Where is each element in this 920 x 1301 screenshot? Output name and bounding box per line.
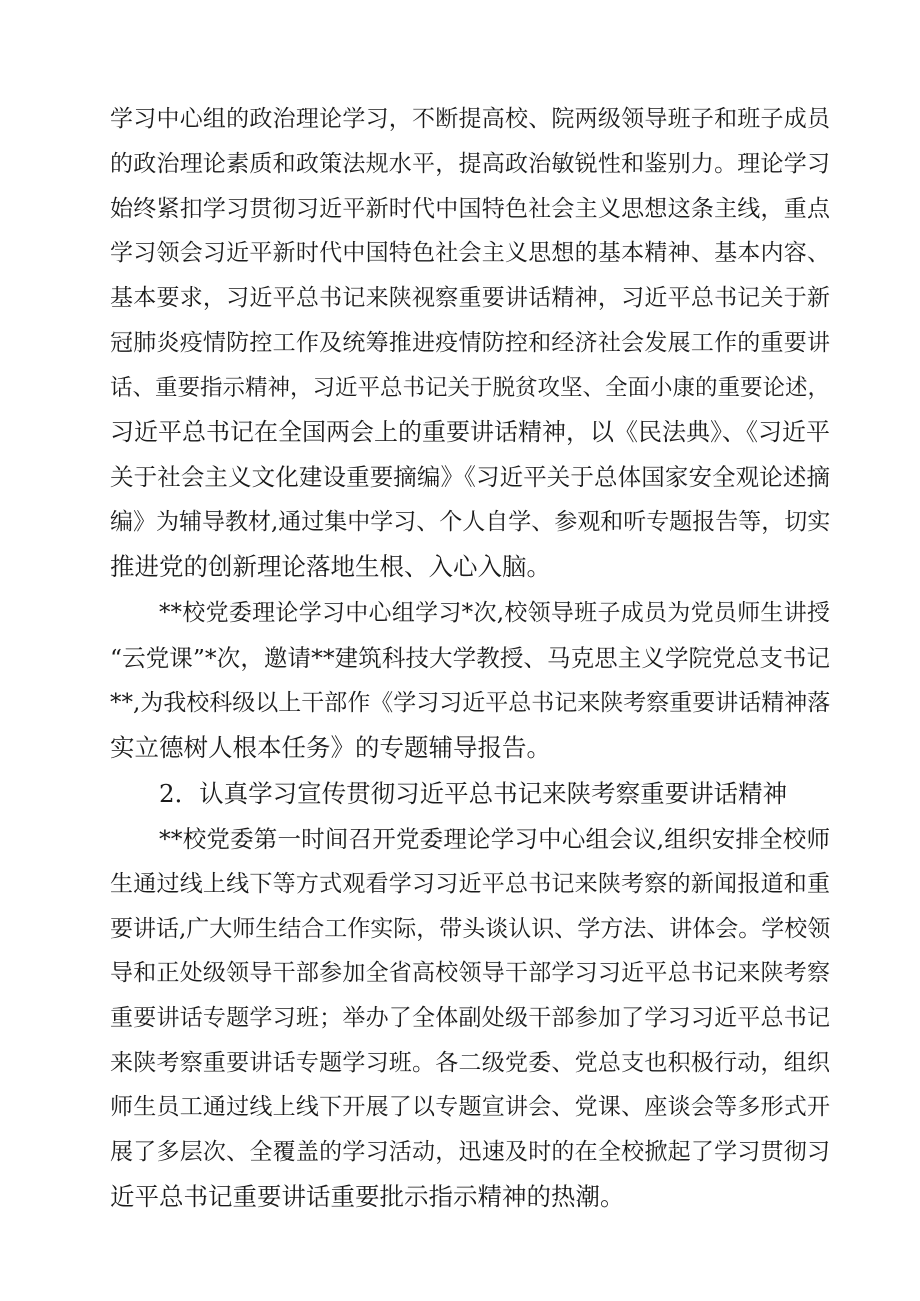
text-line: 推进党的创新理论落地生根、入心入脑。 [110,552,551,581]
text-line: 重要讲话专题学习班；举办了全体副处级干部参加了学习习近平总书记 [110,1005,830,1031]
text-line: 近平总书记重要讲话重要批示指示精神的热潮。 [110,1182,625,1211]
text-line: 始终紧扣学习贯彻习近平新时代中国特色社会主义思想这条主线，重点 [110,196,830,222]
text-line: 话、重要指示精神，习近平总书记关于脱贫攻坚、全面小康的重要论述， [110,375,830,401]
text-line: **校党委理论学习中心组学习*次,校领导班子成员为党员师生讲授 [159,600,830,626]
text-line: 关于社会主义文化建设重要摘编》《习近平关于总体国家安全观论述摘 [110,463,830,491]
text-line: 习近平总书记在全国两会上的重要讲话精神，以《民法典》、《习近平 [110,418,830,446]
text-line: 师生员工通过线上线下开展了以专题宣讲会、党课、座谈会等多形式开 [110,1094,830,1120]
text-line: 导和正处级领导干部参加全省高校领导干部学习习近平总书记来陕考察 [110,960,830,986]
text-line: 学习领会习近平新时代中国特色社会主义思想的基本精神、基本内容、 [110,240,830,266]
text-line: **校党委第一时间召开党委理论学习中心组会议,组织安排全校师 [159,825,830,853]
text-line: 学习中心组的政治理论学习，不断提高校、院两级领导班子和班子成员 [110,106,830,132]
text-line: 来陕考察重要讲话专题学习班。各二级党委、党总支也积极行动，组织 [110,1050,830,1076]
text-line: 实立德树人根本任务》的专题辅导报告。 [110,733,551,762]
text-line: 的政治理论素质和政策法规水平，提高政治敏锐性和鉴别力。理论学习 [110,151,830,177]
text-line: 生通过线上线下等方式观看学习习近平总书记来陕考察的新闻报道和重 [110,871,830,897]
text-line: **,为我校科级以上干部作《学习习近平总书记来陕考察重要讲话精神落 [110,690,830,716]
text-line: 要讲话,广大师生结合工作实际，带头谈认识、学方法、讲体会。学校领 [110,916,830,942]
text-line: 展了多层次、全覆盖的学习活动，迅速及时的在全校掀起了学习贯彻习 [110,1139,830,1165]
text-line: 基本要求，习近平总书记来陕视察重要讲话精神，习近平总书记关于新 [110,285,830,311]
text-line: 冠肺炎疫情防控工作及统筹推进疫情防控和经济社会发展工作的重要讲 [110,330,830,356]
text-line: “云党课”*次，邀请**建筑科技大学教授、马克思主义学院党总支书记 [110,644,830,672]
section-heading: 2．认真学习宣传贯彻习近平总书记来陕考察重要讲话精神 [159,779,788,808]
text-line: 编》为辅导教材,通过集中学习、个人自学、参观和听专题报告等，切实 [110,509,830,535]
